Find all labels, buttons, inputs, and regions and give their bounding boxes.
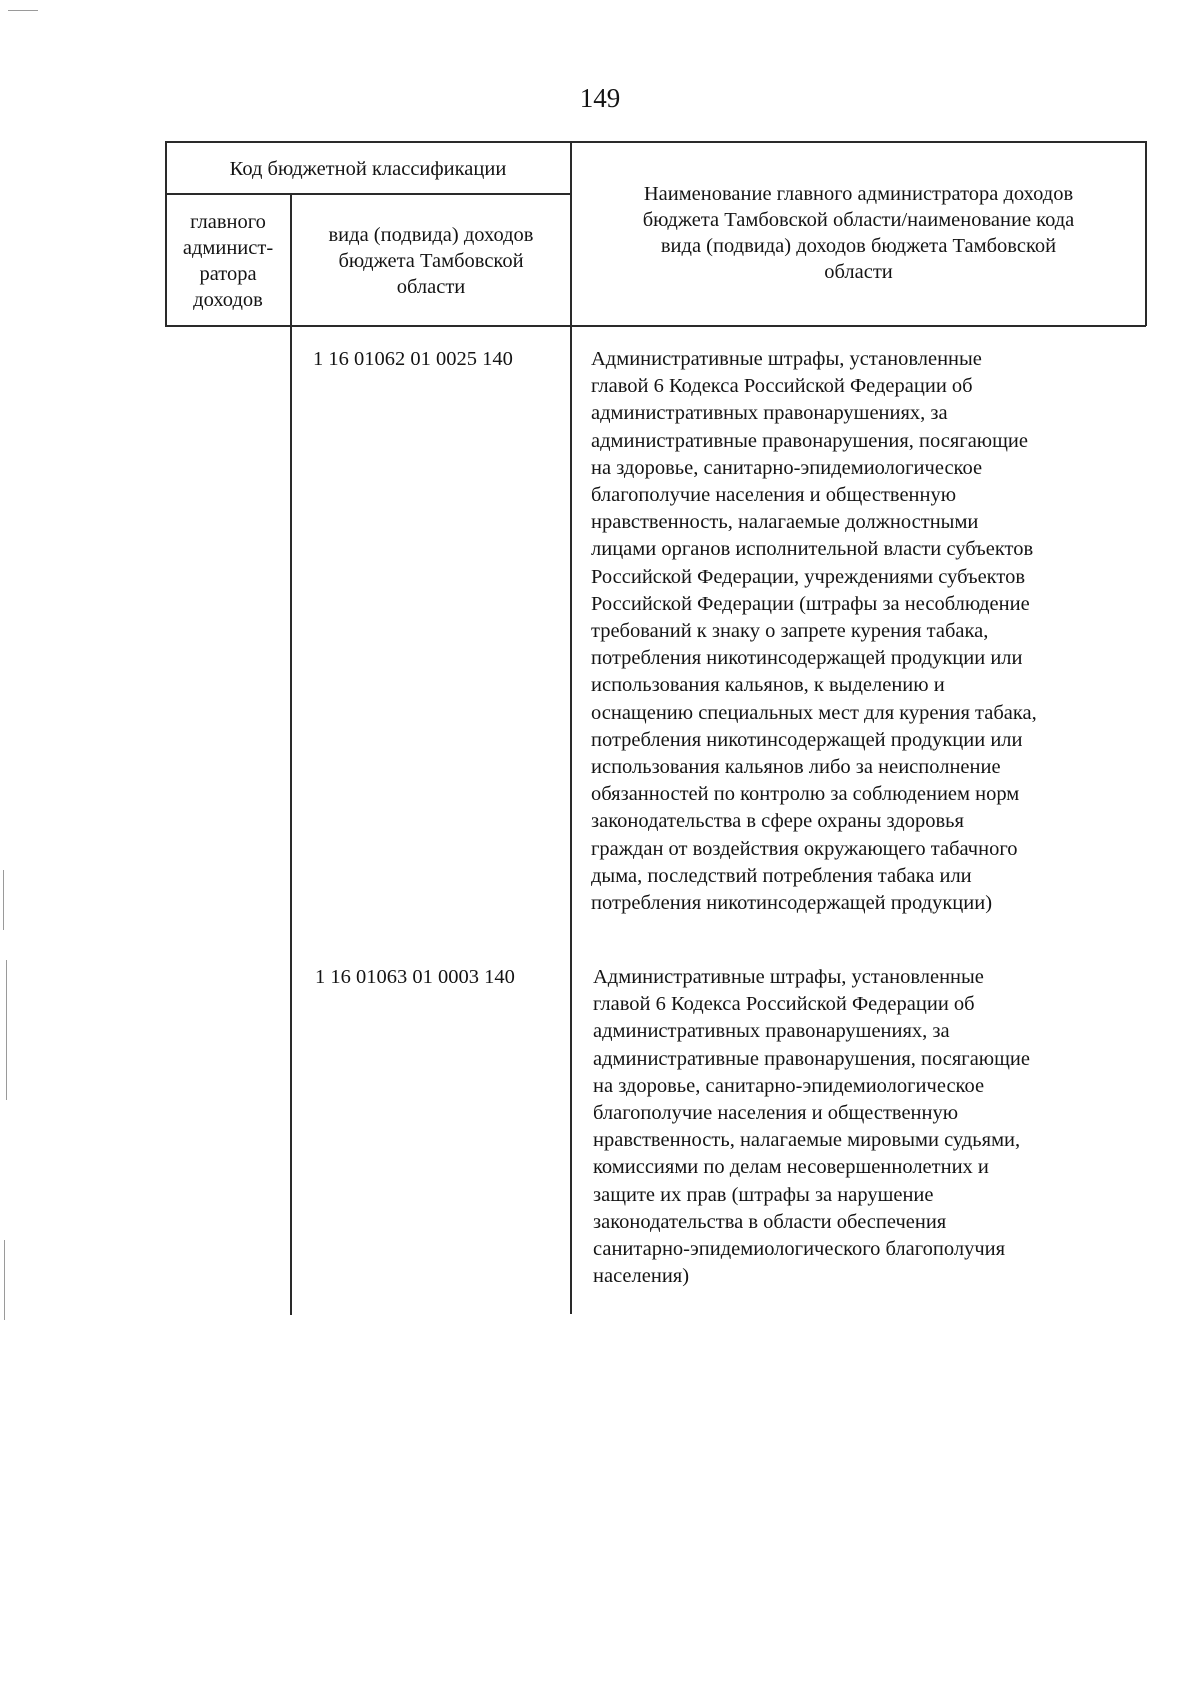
scan-speck (3, 870, 4, 930)
header-name-column: Наименование главного администратора доходов бюджета Тамбовской области/наименование кода вида (подвида) доходов бюджета Тамбовской области (642, 183, 1075, 283)
table-right-border (1145, 141, 1147, 326)
table-row-1-code: 1 16 01062 01 0025 140 (313, 348, 513, 370)
table-row-1-description: Административные штрафы, установленные главой 6 Кодекса Российской Федерации об административных правонарушениях, за административные правонарушения, посягающие на здоровье, санитарно-эпидемиологическое благополучие населения и общественную нравственность, налагаемые должностными лицами органов исполнительной власти субъектов Российской Федерации, учреждениями субъектов Российской Федерации (штрафы за несоблюдение требований к знаку о запрете курения табака, потребления никотинсодержащей продукции или использования кальянов, к выделению и оснащению специальных мест для курения табака, потребления никотинсодержащей продукции или использования кальянов либо за неисполнение обязанностей по контролю за соблюдением норм законодательства в сфере охраны здоровья граждан от воздействия окружающего табачного дыма, последствий потребления табака или потребления никотинсодержащей продукции) (591, 348, 1037, 915)
scan-speck (6, 960, 7, 1100)
header-group-divider (165, 193, 571, 195)
header-admin-column: главного админист- ратора доходов (182, 211, 274, 311)
column-divider-1 (290, 193, 292, 1315)
header-group-label: Код бюджетной классификации (229, 158, 507, 180)
scan-speck (4, 1240, 5, 1320)
column-divider-2 (570, 141, 572, 1314)
table-row-2-code: 1 16 01063 01 0003 140 (315, 966, 515, 988)
page-number: 149 (579, 83, 621, 113)
scan-speck (8, 10, 38, 11)
table-row-2-description: Административные штрафы, установленные главой 6 Кодекса Российской Федерации об административных правонарушениях, за административные правонарушения, посягающие на здоровье, санитарно-эпидемиологическое благополучие населения и общественную нравственность, налагаемые мировыми судьями, комиссиями по делам несовершеннолетних и защите их прав (штрафы за нарушение законодательства в области обеспечения санитарно-эпидемиологического благополучия населения) (593, 966, 1030, 1288)
header-code-column: вида (подвида) доходов бюджета Тамбовской области (328, 224, 534, 298)
table-top-border (165, 141, 1146, 143)
header-bottom-border (165, 325, 1146, 327)
